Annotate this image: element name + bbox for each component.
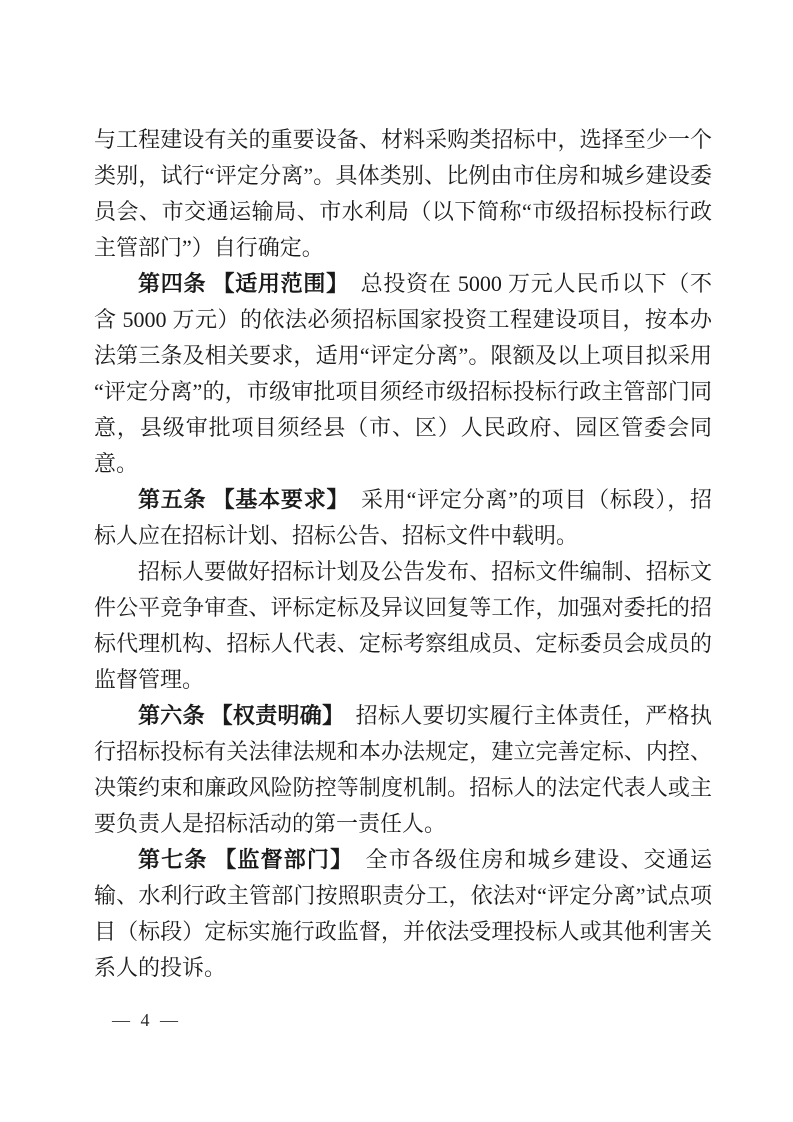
paragraph-tenderer-duties bbox=[94, 554, 712, 698]
article-5-heading: 第五条 【基本要求】 bbox=[138, 487, 339, 512]
paragraph-article-6 bbox=[94, 698, 712, 842]
article-7-body-text: 全市各级住房和城乡建设、交通运输、水利行政主管部门按照职责分工，依法对“评定分离”试点项目（标段）定标实施行政监督，并依法受理投标人或其他利害关系人的投诉。 bbox=[94, 847, 712, 980]
paragraph-text: 招标人要做好招标计划及公告发布、招标文件编制、招标文件公平竞争审查、评标定标及异议回复等工作，加强对委托的招标代理机构、招标人代表、定标考察组成员、定标委员会成员的监督管理。 bbox=[94, 559, 712, 692]
paragraph-text: 与工程建设有关的重要设备、材料采购类招标中，选择至少一个类别，试行“评定分离”。具体类别、比例由市住房和城乡建设委员会、市交通运输局、市水利局（以下简称“市级招标投标行政主管部门”）自行确定。 bbox=[94, 127, 712, 260]
paragraph-article-4 bbox=[94, 266, 712, 482]
paragraph-article-5 bbox=[94, 482, 712, 554]
document-body bbox=[94, 122, 712, 986]
article-4-heading: 第四条 【适用范围】 bbox=[138, 271, 338, 296]
page-number: — 4 — bbox=[112, 1010, 181, 1030]
article-4-body-text: 总投资在 5000 万元人民币以下（不含 5000 万元）的依法必须招标国家投资工程建设项目，按本办法第三条及相关要求，适用“评定分离”。限额及以上项目拟采用“评定分离”的，市级审批项目须经市级招标投标行政主管部门同意，县级审批项目须经县（市、区）人民政府、园区管委会同意。 bbox=[94, 271, 712, 476]
article-7-heading: 第七条 【监督部门】 bbox=[138, 847, 343, 872]
paragraph-continuation bbox=[94, 122, 712, 266]
paragraph-article-7 bbox=[94, 842, 712, 986]
article-6-body-text: 招标人要切实履行主体责任，严格执行招标投标有关法律法规和本办法规定，建立完善定标、内控、决策约束和廉政风险防控等制度机制。招标人的法定代表人或主要负责人是招标活动的第一责任人。 bbox=[94, 703, 712, 836]
article-5-body-text: 采用“评定分离”的项目（标段），招标人应在招标计划、招标公告、招标文件中载明。 bbox=[94, 487, 712, 548]
article-6-heading: 第六条 【权责明确】 bbox=[138, 703, 334, 728]
